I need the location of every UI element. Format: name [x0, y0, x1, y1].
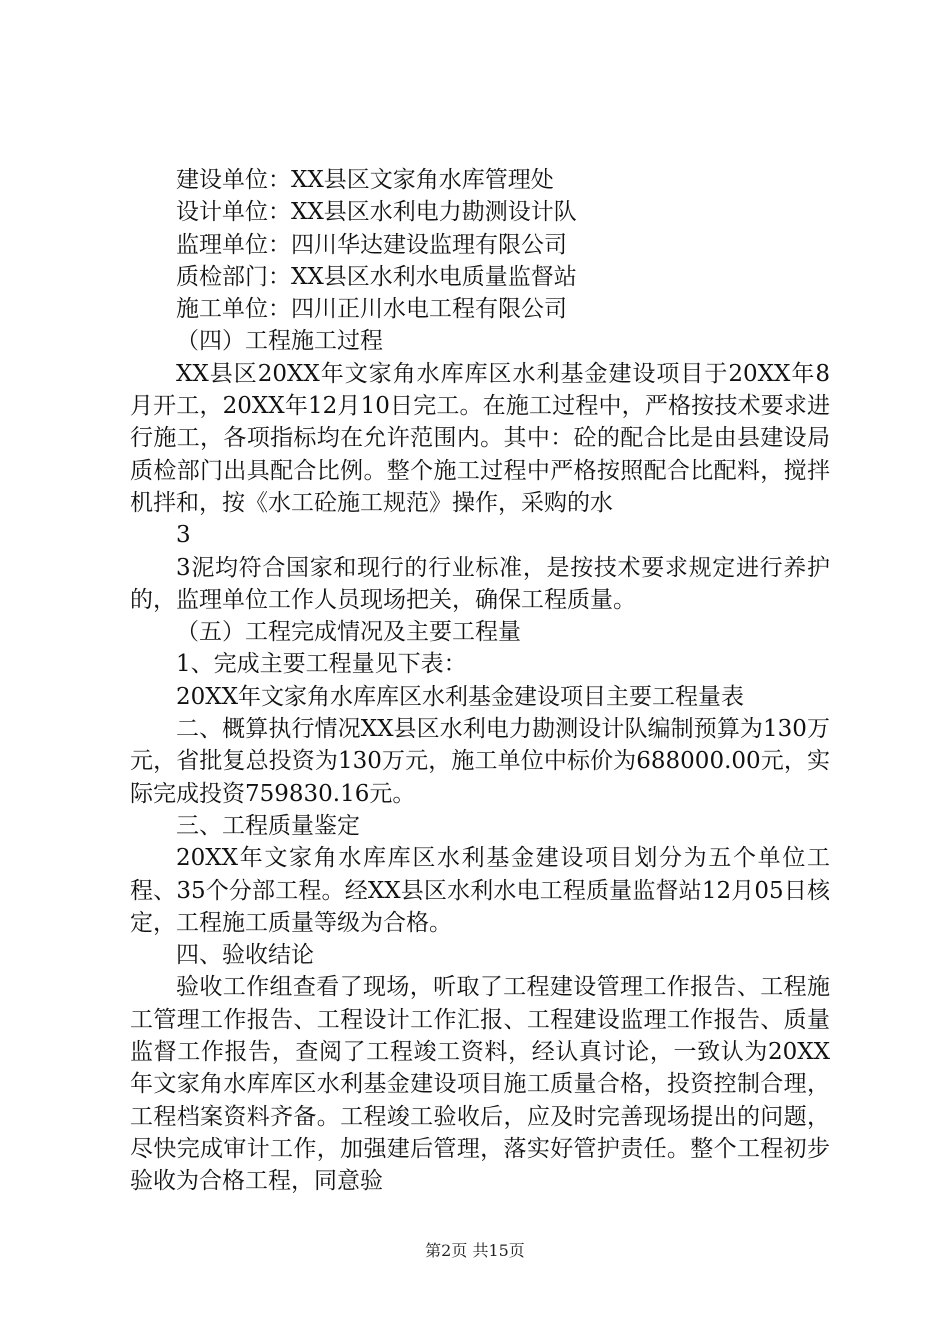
page-marker: 3: [176, 522, 191, 549]
paragraph-quantities-table-title: 20XX年文家角水库库区水利基金建设项目主要工程量表: [176, 683, 745, 710]
paragraph-supervision-unit: 监理单位：四川华达建设监理有限公司: [176, 231, 567, 258]
document-body: [130, 164, 830, 1198]
paragraph-quality-dept: 质检部门：XX县区水利水电质量监督站: [176, 263, 577, 290]
paragraph-conclusion: 验收工作组查看了现场，听取了工程建设管理工作报告、工程施工管理工作报告、工程设计工作汇报、工程建设监理工作报告、质量监督工作报告，查阅了工程竣工资料，经认真讨论，一致认为20XX年文家角水库库区水利基金建设项目施工质量合格，投资控制合理，工程档案资料齐备。工程竣工验收后，应及时完善现场提出的问题，尽快完成审计工作，加强建后管理，落实好管护责任。整个工程初步验收为合格工程，同意验: [130, 974, 830, 1195]
section-heading-construction-process: （四）工程施工过程: [176, 328, 383, 355]
paragraph-budget-execution: 二、概算执行情况XX县区水利电力勘测设计队编制预算为130万元，省批复总投资为130万元，施工单位中标价为688000.00元，实际完成投资759830.16元。: [130, 716, 830, 807]
section-heading-completion: （五）工程完成情况及主要工程量: [176, 619, 521, 646]
paragraph-design-unit: 设计单位：XX县区水利电力勘测设计队: [176, 199, 577, 226]
paragraph-materials-standard: 3泥均符合国家和现行的行业标准，是按技术要求规定进行养护的，监理单位工作人员现场把关，确保工程质量。: [130, 554, 830, 613]
paragraph-quality-assessment: 20XX年文家角水库库区水利基金建设项目划分为五个单位工程、35个分部工程。经XX县区水利水电工程质量监督站12月05日核定，工程施工质量等级为合格。: [130, 845, 830, 936]
section-heading-quality: 三、工程质量鉴定: [176, 812, 360, 839]
paragraph-construction-unit: 建设单位：XX县区文家角水库管理处: [176, 167, 554, 193]
paragraph-quantities-intro: 1、完成主要工程量见下表：: [176, 651, 467, 678]
paragraph-contractor: 施工单位：四川正川水电工程有限公司: [176, 296, 567, 323]
page-number-footer: 第2页 共15页: [425, 1241, 525, 1260]
paragraph-construction-process: XX县区20XX年文家角水库库区水利基金建设项目于20XX年8月开工，20XX年12月10日完工。在施工过程中，严格按技术要求进行施工，各项指标均在允许范围内。其中：砼的配合比是由县建设局质检部门出具配合比例。整个施工过程中严格按照配合比配料，搅拌机拌和，按《水工砼施工规范》操作，采购的水: [130, 360, 830, 516]
section-heading-conclusion: 四、验收结论: [176, 942, 314, 969]
